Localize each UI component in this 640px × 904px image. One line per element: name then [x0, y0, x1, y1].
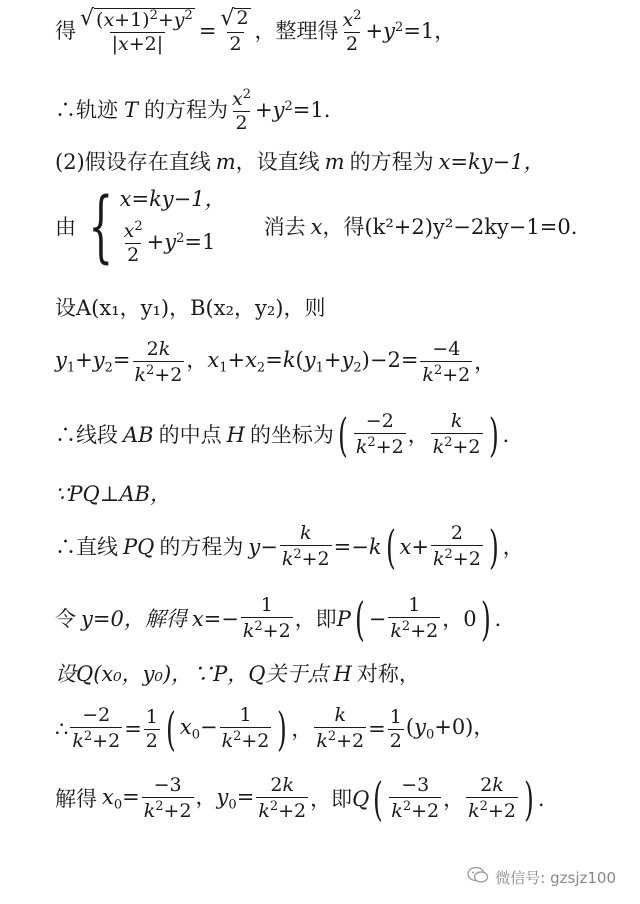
- text-ji: ，即: [294, 606, 337, 631]
- text-line: ∴直线: [55, 534, 118, 559]
- equation-line-12: ∴ $\frac{-2}{k^2+2}$ = $\frac{1}{2}$ ( $x_0-$ $\frac{1}{k^2+2}$ ) ， $\frac{k}{k^2+2}$ = $\frac{1}{2}$ $(y_0+0)$，: [55, 702, 495, 756]
- text-ji2: ，即: [310, 786, 353, 811]
- equation-line-7: ∴线段 AB 的中点 H 的坐标为 ( $\frac{-2}{k^2+2}$ ， $\frac{k}{k^2+2}$ ) .: [55, 408, 510, 462]
- var-AB: AB: [123, 422, 154, 447]
- text-set-AB: 设A(x₁，y₁)，B(x₂，y₂)，则: [55, 296, 326, 320]
- text-perpendicular: ∵PQ⊥AB，: [55, 482, 172, 506]
- system-row-2: $\frac{x^2}{2}$ $+y^2=1$: [123, 218, 216, 267]
- equation-line-9: ∴直线 PQ 的方程为 y− $\frac{k}{k^2+2}$ =−k ( x+ $\frac{2}{k^2+2}$ ) ，: [55, 520, 524, 574]
- equation-line-2: ∴轨迹 T 的方程为 $\frac{x^2}{2}$ $+y^2=1$.: [55, 87, 331, 135]
- equation-line-8: [55, 484, 171, 505]
- equation-line-1: 得 √ $(x+1)^2+y^2$ |x+2| = √ 2 2 ，整理得 $\frac{x^2}{2}$ $+y^2=1$，: [55, 6, 456, 56]
- watermark: [467, 866, 616, 888]
- equation-line-13: 解得 $x_0=$ $\frac{-3}{k^2+2}$ ，$y_0=$ $\frac{2k}{k^2+2}$ ，即 Q ( $\frac{-3}{k^2+2}$ ， $\frac{2k}{k^2+2}$ ) .: [55, 772, 545, 826]
- text-symmetric: 对称，: [356, 662, 420, 686]
- fraction-ratio: √ $(x+1)^2+y^2$ |x+2|: [80, 6, 193, 56]
- var-m2: m: [324, 150, 345, 174]
- var-H: H: [226, 422, 245, 447]
- text-let: 令: [55, 606, 76, 631]
- text-zhengli: ，整理得: [254, 18, 339, 43]
- equation-line-5: [55, 298, 325, 319]
- text-fc: 的方程为: [349, 150, 434, 174]
- wechat-icon: [467, 866, 489, 888]
- line-m-equation: x=ky−1，: [438, 150, 545, 174]
- equation-line-6: $y_1+y_2=$ $\frac{2k}{k^2+2}$ ，$x_1+x_2=k(y_1+y_2)-2=$ $\frac{-4}{k^2+2}$ ，: [55, 338, 496, 387]
- var-H2: H: [333, 662, 352, 686]
- equation-line-10: 令 y=0，解得 x=− $\frac{1}{k^2+2}$ ，即 P ( − $\frac{1}{k^2+2}$ ，0 ) .: [55, 592, 502, 646]
- fraction-sqrt2-over-2: √ 2 2: [220, 6, 249, 56]
- quadratic-equation: ，得(k²+2)y²−2ky−1=0.: [322, 214, 578, 239]
- equation-system: 由 { x=ky−1， $\frac{x^2}{2}$ $+y^2=1$ 消去 x ，得(k²+2)y²−2ky−1=0.: [55, 182, 578, 272]
- text-fangcheng: 的方程为: [144, 98, 229, 123]
- equation-line-3: [55, 152, 545, 173]
- var-x: x: [310, 214, 323, 239]
- text-midpoint: 的中点: [158, 422, 222, 447]
- text-de: 得: [55, 18, 76, 43]
- system-row-1: x=ky−1，: [119, 186, 226, 211]
- text-therefore: ∴轨迹: [55, 98, 118, 123]
- var-PQ: PQ: [123, 534, 155, 559]
- text-coord: 的坐标为: [249, 422, 334, 447]
- text-solve2: 解得: [55, 786, 97, 811]
- text-solve: y=0，解得: [81, 606, 187, 631]
- equation-line-11: [55, 664, 420, 685]
- text-eliminate: 消去: [263, 214, 306, 239]
- text-set-line: ，设直线: [235, 150, 320, 174]
- var-m: m: [215, 150, 236, 174]
- text-segment: ∴线段: [55, 422, 118, 447]
- var-T: T: [124, 98, 139, 123]
- text-you: 由: [55, 214, 76, 239]
- text-fc2: 的方程为: [159, 534, 244, 559]
- text-set-Q: 设Q(x₀，y₀)，∵P，Q关于点: [55, 662, 329, 686]
- watermark-text: 微信号: gzsjz100: [495, 868, 616, 887]
- text-assume: (2)假设存在直线: [55, 150, 211, 174]
